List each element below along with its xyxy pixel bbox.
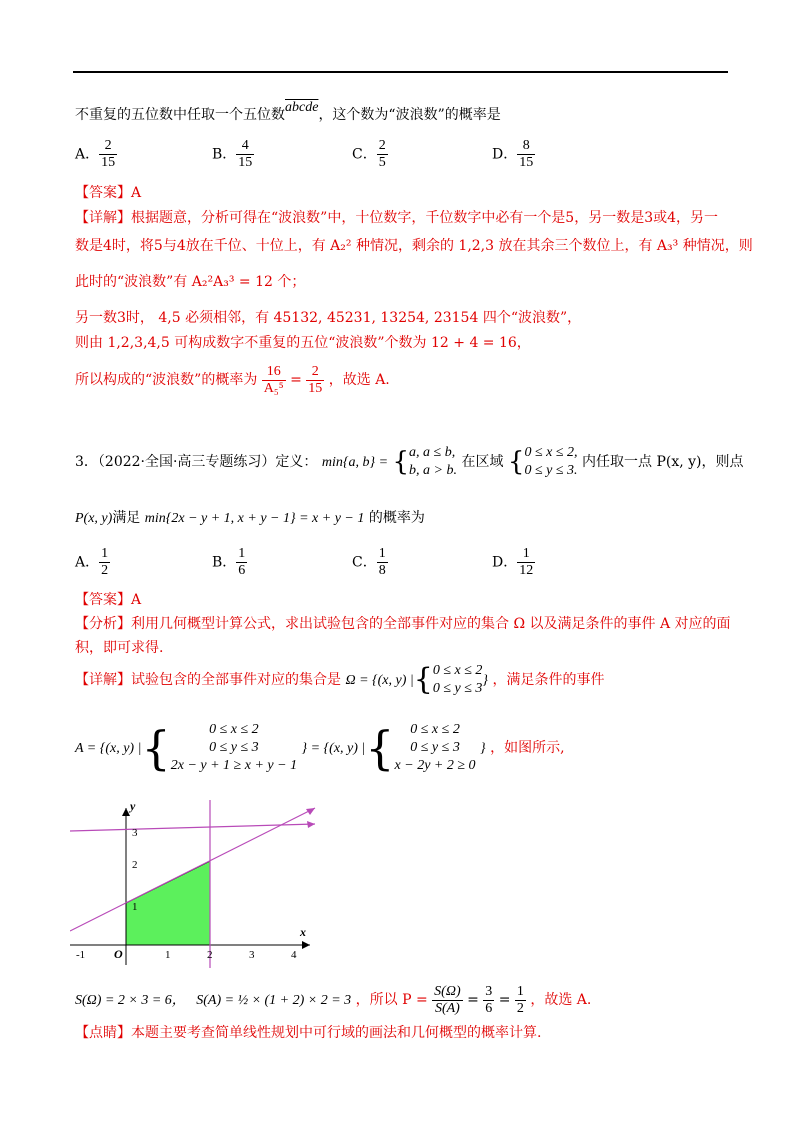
q3-option-a: A． $\frac{1}{2}$ [75,546,109,578]
x-tick-neg1: -1 [76,949,86,961]
q3-answer: 【答案】A [75,592,142,608]
q2-detail-5: 则由 1,2,3,4,5 可构成数字不重复的五位“波浪数”个数为 12 + 4 = 16， [75,335,531,351]
q2-detail-2: 数是4时，将5与4放在千位、十位上，有 A₂² 种情况，剩余的 1,2,3 放在其余三个数位上，有 A₃³ 种情况，则 [75,238,753,254]
q3-analysis-2: 积，即可求得. [75,640,164,656]
q3-option-c: C． $\frac{1}{8}$ [352,546,386,578]
q3-option-d: D． $\frac{1}{12}$ [492,546,534,578]
q3-option-b: B． $\frac{1}{6}$ [212,546,246,578]
q3-comment: 【点睛】本题主要考查简单线性规划中可行域的画法和几何概型的概率计算. [75,1025,542,1041]
origin-label: O [114,947,123,961]
y-axis-arrow [122,808,130,816]
y-tick-2: 2 [132,859,138,871]
header-rule [73,71,728,73]
q2-option-a: A． $\frac{2}{15}$ [75,138,116,170]
q2-detail-1: 【详解】根据题意，分析可得在“波浪数”中，十位数字，千位数字中必有一个是5，另一数是3或4，另一 [75,210,719,226]
q2-option-b: B． $\frac{4}{15}$ [212,138,253,170]
q3-detail-line: 【详解】试验包含的全部事件对应的集合是 Ω = {(x, y) |{ 0 ≤ x ≤ 2 0 ≤ y ≤ 3 } ，满足条件的事件 [75,662,605,697]
q3-area-line: S(Ω) = 2 × 3 = 6， S(A) = ½ × (1 + 2) × 2 = 3 ，所以 P = $\frac{S(\Omega)}{S(A)}$ = $\frac{3}{6}$ = $\frac{1}{2}$ ，故选 A. [75,983,592,1016]
x-axis-arrow [302,941,310,949]
q2-option-d: D． $\frac{8}{15}$ [492,138,534,170]
q3-stem-line-1: 3．（2022·全国·高三专题练习）定义： min{a, b} = { a, a ≤ b, b, a > b. 在区域 { 0 ≤ x ≤ 2, 0 ≤ y ≤ 3. 内任取一点 P(x, y)，则点 [75,445,744,478]
q2-detail-4: 另一数3时， 4,5 必须相邻，有 45132, 45231, 13254, 23154 四个“波浪数”， [75,310,582,326]
q3-stem-line-2: P(x, y)满足 min{2x − y + 1, x + y − 1} = x + y − 1 的概率为 [75,510,425,526]
x-tick-2: 2 [207,949,213,961]
y-tick-3: 3 [132,827,138,839]
q2-stem: 不重复的五位数中任取一个五位数abcde，这个数为“波浪数”的概率是 [75,100,501,123]
y-axis-label: y [130,800,136,813]
x-tick-1: 1 [165,949,171,961]
q3-set-a: A = {(x, y) |{ 0 ≤ x ≤ 2 0 ≤ y ≤ 3 2x − y + 1 ≥ x + y − 1 } = {(x, y) |{ 0 ≤ x ≤ 2 0 ≤ y ≤ 3 x − 2y + 2 ≥ 0 } ，如图所示, [75,721,565,775]
feasible-region [126,861,210,945]
x-tick-4: 4 [291,949,297,961]
line-y-equals-3 [70,824,315,831]
q2-detail-3: 此时的“波浪数”有 A₂²A₃³ = 12 个； [75,274,306,290]
q2-detail-6: 所以构成的“波浪数”的概率为 $\frac{16}{\text{A₅⁵}}$ = $\frac{2}{15}$ ，故选 A. [75,363,390,396]
y-tick-1: 1 [132,901,138,913]
q2-answer: 【答案】A [75,185,142,201]
q3-analysis-1: 【分析】利用几何概型计算公式，求出试验包含的全部事件对应的集合 Ω 以及满足条件的事件 A 对应的面 [75,616,731,632]
q2-option-c: C． $\frac{2}{5}$ [352,138,386,170]
x-tick-3: 3 [249,949,255,961]
feasible-region-graph [70,800,330,970]
line-y3-arrow [307,821,315,828]
x-axis-label: x [300,925,306,939]
